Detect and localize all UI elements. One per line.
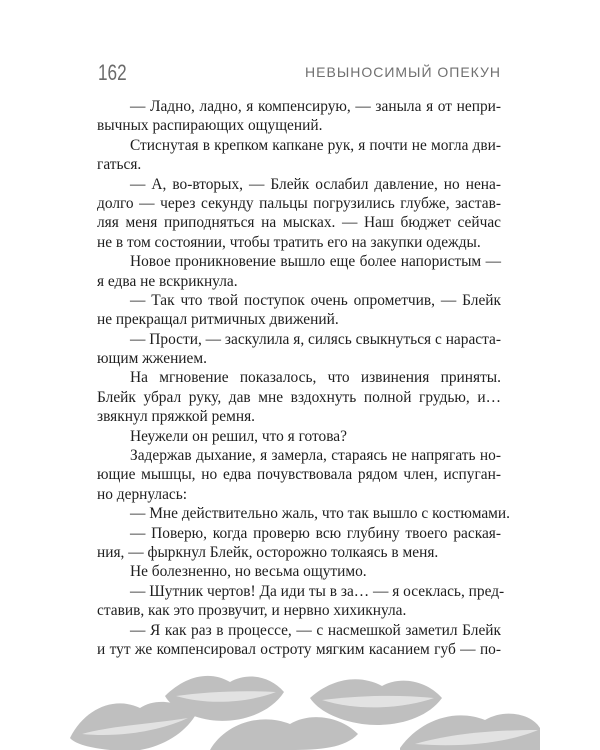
text-line: ющие мышцы, но едва почувствовала рядом член, испуган- [97, 466, 501, 484]
text-line: Стиснутая в крепком капкане рук, я почти не могла дви- [130, 136, 501, 154]
text-line: ляя меня приподняться на мысках. — Наш бюджет сейчас [97, 214, 501, 232]
text-line: — Мне действительно жаль, что так вышло с костюмами. [130, 505, 510, 523]
text-line: Не болезненно, но весьма ощутимо. [130, 563, 367, 581]
text-line: звякнул пряжкой ремня. [97, 408, 256, 426]
text-line: — Поверю, когда проверю всю глубину твоего раская- [130, 524, 501, 542]
text-line: не прекращал ритмичных движений. [97, 311, 339, 329]
text-line: — А, во-вторых, — Блейк ослабил давление, но нена- [130, 175, 501, 193]
text-line: Неужели он решил, что я готова? [130, 427, 347, 445]
text-line: Блейк убрал руку, дав мне вздохнуть полной грудью, и… [97, 388, 501, 406]
lips-kiss-print-icon [70, 668, 540, 750]
text-line: ния, — фыркнул Блейк, осторожно толкаясь в меня. [97, 543, 439, 561]
text-line: — Ладно, ладно, я компенсирую, — заныла я от непри- [130, 98, 501, 115]
text-line: гаться. [97, 156, 142, 174]
text-line: — Так что твой поступок очень опрометчив, — Блейк [130, 291, 501, 309]
text-line: На мгновение показалось, что извинения приняты. [130, 369, 501, 387]
body-text [97, 97, 510, 659]
text-line: не в том состоянии, чтобы тратить его на закупки одежды. [97, 233, 481, 251]
text-line: и тут же компенсировал остроту мягким касанием губ — по- [97, 640, 501, 658]
text-line: — Я как раз в процессе, — с насмешкой заметил Блейк [130, 621, 501, 639]
lips-print-3 [210, 717, 358, 750]
text-line: — Прости, — заскулила я, силясь свыкнуться с нараста- [130, 330, 501, 348]
text-line: долго — через секунду пальцы погрузились глубже, застав- [97, 194, 501, 212]
text-line: Задержав дыхание, я замерла, стараясь не напрягать но- [130, 447, 501, 465]
text-line: ющим жжением. [97, 350, 207, 368]
text-line: вычных распирающих ощущений. [97, 117, 323, 135]
text-line: я едва не вскрикнула. [97, 272, 238, 290]
text-line: ставив, как это прозвучит, и нервно хихикнула. [97, 602, 407, 620]
page-number: 162 [98, 60, 127, 85]
text-line: Новое проникновение вышло еще более напористым — [130, 253, 501, 271]
text-line: но дернулась: [97, 485, 188, 503]
text-line: — Шутник чертов! Да иди ты в за… — я осеклась, пред- [130, 582, 505, 600]
running-title: НЕВЫНОСИМЫЙ ОПЕКУН [305, 64, 501, 80]
